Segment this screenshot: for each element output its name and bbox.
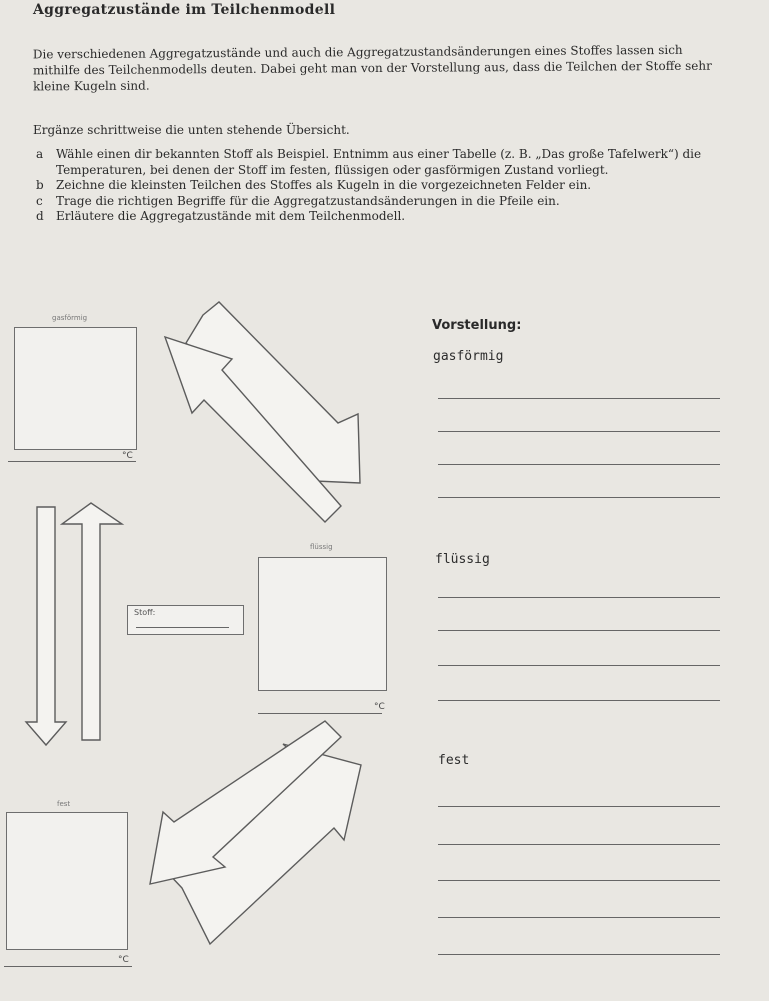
notes-gas-line[interactable] [438,398,720,399]
notes-gas-heading: gasförmig [433,349,504,364]
liquid-degree-unit: °C [374,702,385,712]
intro-text: Die verschiedenen Aggregatzustände und auch die Aggregatzustandsänderungen eines Stoffes lassen sich mithilfe des Teilchenmodells deuten. Dabei geht man von der Vorstellung aus, dass die Teilchen der Stoffe sehr kleine Kugeln sind. [32,42,712,94]
notes-gas-line[interactable] [438,497,720,498]
notes-solid-line[interactable] [438,806,720,807]
liquid-box-label: flüssig [310,543,333,551]
gas-temperature-field[interactable] [8,461,136,462]
liquid-particle-box[interactable] [258,557,387,691]
notes-gas-line[interactable] [438,464,720,465]
task-text: Zeichne die kleinsten Teilchen des Stoffes als Kugeln in die vorgezeichneten Felder ein. [56,178,592,192]
liquid-temperature-field[interactable] [258,713,382,714]
notes-liquid-heading: flüssig [435,552,490,567]
solid-box-label: fest [57,800,71,808]
substance-label: Stoff: [134,608,156,617]
gas-box-label: gasförmig [52,314,88,322]
notes-liquid-line[interactable] [438,700,720,701]
task-text: Trage die richtigen Begriffe für die Aggregatzustandsänderungen in die Pfeile ein. [56,193,560,208]
solid-degree-unit: °C [118,955,129,965]
task-letter: c [36,193,43,208]
task-text: Erläutere die Aggregatzustände mit dem Teilchenmodell. [56,209,406,223]
notes-solid-line[interactable] [438,880,720,881]
solid-particle-box[interactable] [6,812,128,950]
task-text: Wähle einen dir bekannten Stoff als Beispiel. Entnimm aus einer Tabelle (z. B. „Das große Tafelwerk“) die Temperaturen, bei denen der Stoff im festen, flüssigen oder gasförmigen Zustand vorliegt. [56,147,702,177]
gas-degree-unit: °C [122,451,133,461]
task-letter: b [36,178,44,192]
substance-box [127,605,244,635]
notes-liquid-line[interactable] [438,597,720,598]
notes-solid-line[interactable] [438,844,720,845]
substance-field[interactable] [136,627,229,628]
notes-solid-line[interactable] [438,954,720,955]
arrow-solid-to-gas[interactable] [62,503,122,740]
prompt-text: Ergänze schrittweise die unten stehende Übersicht. [33,123,350,137]
notes-solid-heading: fest [438,753,470,768]
page-heading: Aggregatzustände im Teilchenmodell [33,2,336,18]
notes-title: Vorstellung: [432,318,522,333]
arrow-gas-to-solid[interactable] [26,507,66,745]
notes-liquid-line[interactable] [438,665,720,666]
solid-temperature-field[interactable] [4,966,132,967]
gas-particle-box[interactable] [14,327,137,450]
notes-solid-line[interactable] [438,917,720,918]
notes-liquid-line[interactable] [438,630,720,631]
task-letter: d [36,209,44,223]
task-letter: a [36,147,44,161]
notes-gas-line[interactable] [438,431,720,432]
